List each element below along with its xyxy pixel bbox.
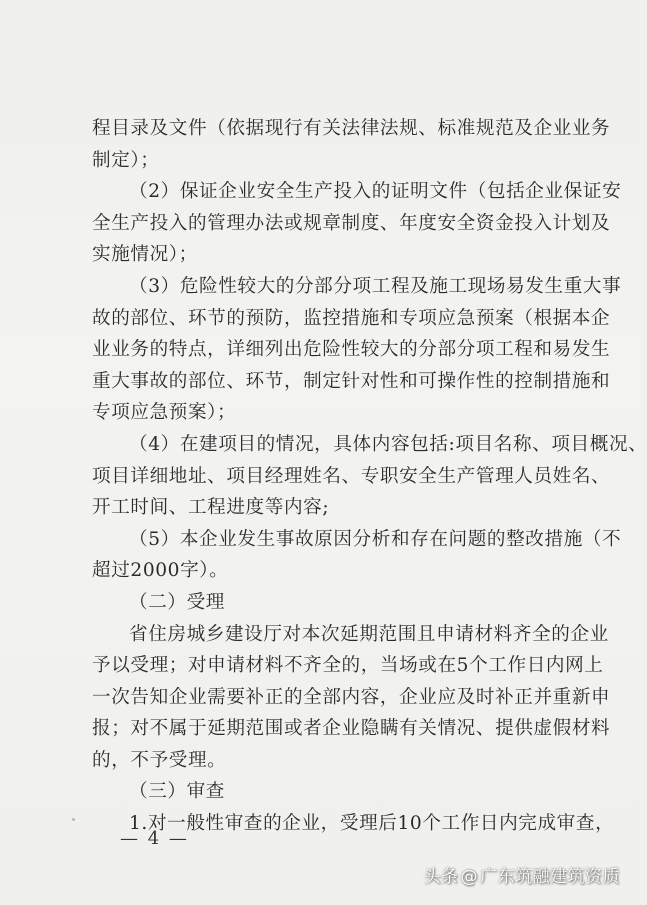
text-line: 1.对一般性审查的企业，受理后10个工作日内完成审查，: [129, 813, 615, 835]
text-line: 程目录及文件（依据现行有关法律法规、标准规范及企业业务: [92, 118, 611, 139]
text-line: （4）在建项目的情况，具体内容包括:项目名称、项目概况、: [129, 433, 647, 455]
text-line: （3）危险性较大的分部分项工程及施工现场易发生重大事: [129, 275, 622, 297]
scan-speck: [72, 818, 75, 821]
text-line: （5）本企业发生事故原因分析和存在问题的整改措施（不: [129, 528, 622, 550]
text-line: 超过2000字）。: [92, 560, 229, 582]
watermark: [424, 862, 621, 887]
text-line: 业业务的特点，详细列出危险性较大的分部分项工程和易发生: [92, 339, 611, 361]
text-line: 重大事故的部位、环节，制定针对性和可操作性的控制措施和: [92, 370, 611, 392]
document-body: [92, 113, 647, 840]
section-heading: （二）受理: [129, 591, 225, 613]
page-number: — 4 —: [120, 828, 189, 849]
section-heading: （三）审查: [129, 781, 225, 803]
text-line: 制定）；: [92, 149, 160, 171]
text-line: 实施情况）；: [92, 244, 198, 266]
watermark-prefix: 头条: [423, 867, 459, 887]
text-line: 予以受理；对申请材料不齐全的，当场或在5个工作日内网上: [92, 655, 604, 677]
text-line: （2）保证企业安全生产投入的证明文件（包括企业保证安: [129, 181, 622, 203]
text-line: 报；对不属于延期范围或者企业隐瞒有关情况、提供虚假材料: [92, 718, 611, 740]
watermark-account: 广东筑融建筑资质: [480, 867, 620, 887]
text-line: 故的部位、环节的预防，监控措施和专项应急预案（根据本企: [92, 307, 611, 329]
text-line: 的，不予受理。: [92, 749, 227, 771]
text-line: 项目详细地址、项目经理姓名、专职安全生产管理人员姓名、: [92, 465, 611, 487]
watermark-at: @: [460, 867, 478, 887]
text-line: 开工时间、工程进度等内容;: [92, 497, 330, 519]
text-line: 专项应急预案）；: [92, 402, 237, 424]
text-line: 一次告知企业需要补正的全部内容，企业应及时补正并重新申: [92, 686, 611, 708]
text-line: 省住房城乡建设厅对本次延期范围且申请材料齐全的企业: [129, 623, 609, 645]
text-line: 全生产投入的管理办法或规章制度、年度安全资金投入计划及: [92, 212, 611, 234]
